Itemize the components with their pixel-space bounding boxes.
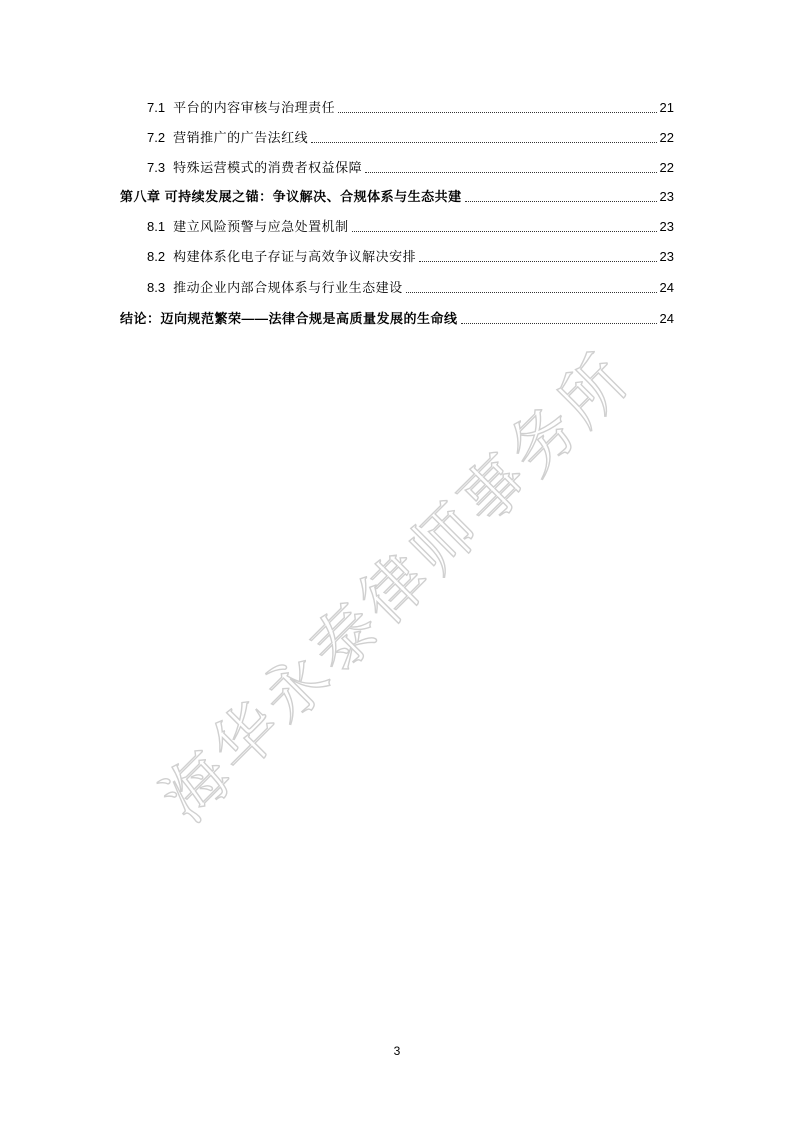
toc-entry-page: 22 xyxy=(659,160,674,175)
toc-entry[interactable] xyxy=(147,154,674,176)
toc-entry-title: 推动企业内部合规体系与行业生态建设 xyxy=(173,280,403,295)
toc-leader-dots xyxy=(338,111,656,113)
toc-leader-dots xyxy=(461,322,657,324)
toc-entry-title: 建立风险预警与应急处置机制 xyxy=(173,219,349,234)
toc-entry[interactable] xyxy=(120,305,674,327)
toc-entry-title: 第八章 可持续发展之锚：争议解决、合规体系与生态共建 xyxy=(120,189,462,204)
toc-entry[interactable] xyxy=(147,243,674,265)
toc-leader-dots xyxy=(406,291,657,293)
watermark xyxy=(140,330,660,850)
toc-entry-page: 24 xyxy=(659,311,674,326)
toc-entry-title: 营销推广的广告法红线 xyxy=(173,130,309,145)
toc-entry-number: 8.1 xyxy=(147,219,166,234)
page-number: 3 xyxy=(393,1044,401,1058)
toc-entry-page: 21 xyxy=(659,100,674,115)
toc-entry-number: 8.3 xyxy=(147,280,166,295)
toc-entry[interactable] xyxy=(147,213,674,235)
watermark-text: 海华永泰律师事务所 xyxy=(148,338,647,837)
toc-entry-page: 23 xyxy=(659,249,674,264)
toc-leader-dots xyxy=(419,260,656,262)
toc-entry-page: 22 xyxy=(659,130,674,145)
toc-entry[interactable] xyxy=(147,124,674,146)
toc-entry-title: 特殊运营模式的消费者权益保障 xyxy=(173,160,363,175)
toc-entry-page: 24 xyxy=(659,280,674,295)
toc-entry[interactable] xyxy=(147,94,674,116)
toc-entry-number: 7.1 xyxy=(147,100,166,115)
toc-entry[interactable] xyxy=(120,183,674,205)
toc-leader-dots xyxy=(365,171,656,173)
toc-entry-title: 平台的内容审核与治理责任 xyxy=(173,100,336,115)
toc-entry-number: 8.2 xyxy=(147,249,166,264)
toc-entry-number: 7.2 xyxy=(147,130,166,145)
toc-entry[interactable] xyxy=(147,274,674,296)
toc-leader-dots xyxy=(352,230,657,232)
toc-entry-title: 构建体系化电子存证与高效争议解决安排 xyxy=(173,249,417,264)
toc-leader-dots xyxy=(465,200,657,202)
toc-entry-number: 7.3 xyxy=(147,160,166,175)
toc-entry-page: 23 xyxy=(659,219,674,234)
toc-entry-title: 结论：迈向规范繁荣——法律合规是高质量发展的生命线 xyxy=(120,311,458,326)
toc-leader-dots xyxy=(311,141,656,143)
toc-entry-page: 23 xyxy=(659,189,674,204)
